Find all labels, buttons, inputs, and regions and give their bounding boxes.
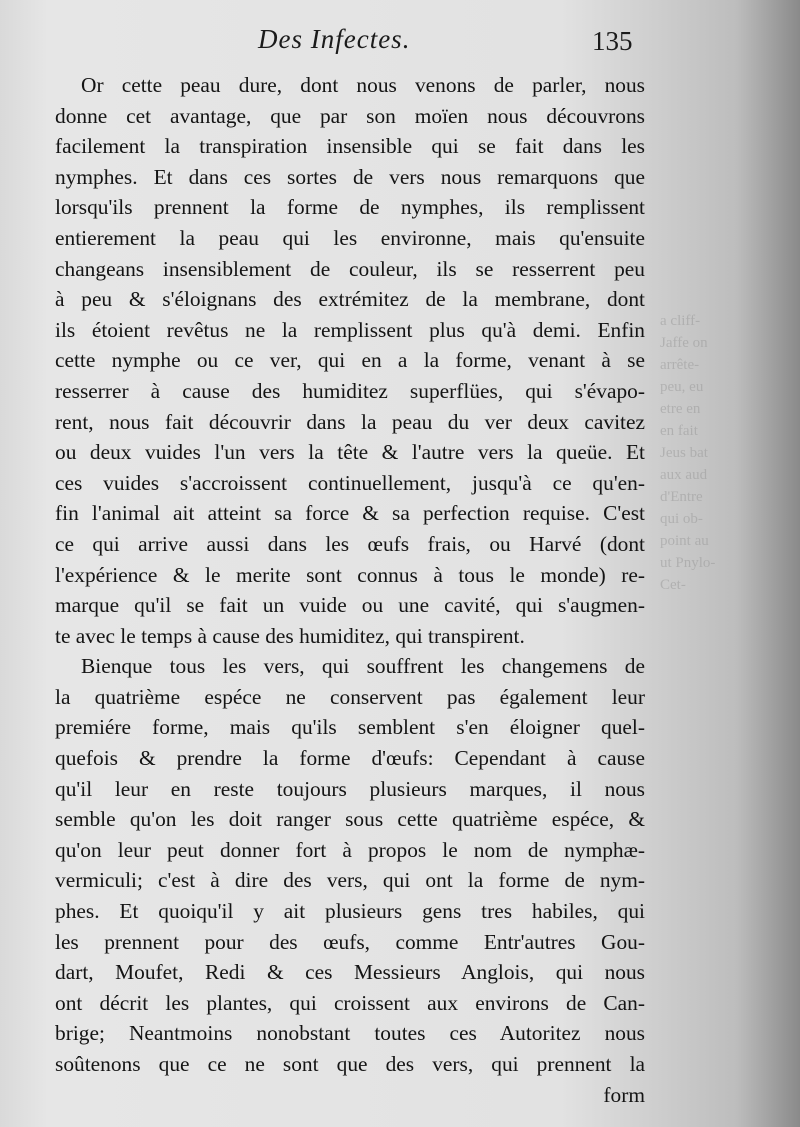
margin-note: en fait: [660, 423, 698, 439]
text-line: facilement la transpiration insensible qui se fait dans les: [55, 134, 645, 159]
margin-note: qui ob-: [660, 511, 703, 527]
page-number: 135: [592, 26, 633, 56]
margin-note: Jeus bat: [660, 445, 708, 461]
text-line: phes. Et quoiqu'il y ait plusieurs gens tres habiles, qui: [55, 899, 645, 924]
text-line: ou deux vuides l'un vers la tête & l'autre vers la queüe. Et: [55, 440, 645, 465]
text-line: marque qu'il se fait un vuide ou une cavité, qui s'augmen-: [55, 593, 645, 618]
text-line: ce qui arrive aussi dans les œufs frais, ou Harvé (dont: [55, 531, 645, 556]
margin-note: arrête-: [660, 357, 700, 373]
text-line: brige; Neantmoins nonobstant toutes ces Autoritez nous: [55, 1021, 645, 1046]
body-text: [55, 70, 645, 1110]
margin-note: d'Entre: [660, 489, 703, 505]
text-line: la quatrième espéce ne conservent pas également leur: [55, 684, 645, 709]
running-head: [0, 14, 800, 64]
text-line: ces vuides s'accroissent continuellement, jusqu'à ce qu'en-: [55, 470, 645, 495]
catchword: form: [603, 1082, 645, 1107]
text-line: vermiculi; c'est à dire des vers, qui ont la forme de nym-: [55, 868, 645, 893]
margin-note: point au: [660, 533, 709, 549]
text-line: resserrer à cause des humiditez superflües, qui s'évapo-: [55, 378, 645, 403]
margin-note: a cliff-: [660, 313, 701, 329]
margin-note: ut Pnylo-: [660, 555, 716, 571]
text-line: qu'on leur peut donner fort à propos le nom de nymphæ-: [55, 837, 645, 862]
text-line: entierement la peau qui les environne, mais qu'ensuite: [55, 225, 645, 250]
text-line: semble qu'on les doit ranger sous cette quatrième espéce, &: [55, 807, 645, 832]
text-line: quefois & prendre la forme d'œufs: Cependant à cause: [55, 746, 645, 771]
margin-note: aux aud: [660, 467, 708, 483]
text-line: à peu & s'éloignans des extrémitez de la membrane, dont: [55, 287, 645, 312]
text-line: l'expérience & le merite sont connus à tous le monde) re-: [55, 562, 645, 587]
margin-note: Jaffe on: [660, 335, 708, 351]
text-line: lorsqu'ils prennent la forme de nymphes, ils remplissent: [55, 195, 645, 220]
text-line: cette nymphe ou ce ver, qui en a la forme, venant à se: [55, 348, 645, 373]
text-line: fin l'animal ait atteint sa force & sa perfection requise. C'est: [55, 501, 645, 526]
margin-note: etre en: [660, 401, 701, 417]
text-line: premiére forme, mais qu'ils semblent s'en éloigner quel-: [55, 715, 645, 740]
text-line: donne cet avantage, que par son moïen nous découvrons: [55, 103, 645, 128]
text-line: ont décrit les plantes, qui croissent aux environs de Can-: [55, 990, 645, 1015]
text-line: rent, nous fait découvrir dans la peau du ver deux cavitez: [55, 409, 645, 434]
text-line: soûtenons que ce ne sont que des vers, qui prennent la: [55, 1052, 645, 1076]
text-line: te avec le temps à cause des humiditez, qui transpirent.: [55, 623, 525, 648]
text-line: les prennent pour des œufs, comme Entr'autres Gou-: [55, 929, 645, 954]
text-line: nymphes. Et dans ces sortes de vers nous remarquons que: [55, 164, 645, 189]
text-line: Or cette peau dure, dont nous venons de parler, nous: [81, 73, 645, 97]
text-line: ils étoient revêtus ne la remplissent plus qu'à demi. Enfin: [55, 317, 645, 342]
text-line: qu'il leur en reste toujours plusieurs marques, il nous: [55, 776, 645, 801]
header-title: Des Infectes.: [258, 24, 411, 54]
text-line: changeans insensiblement de couleur, ils se resserrent peu: [55, 256, 645, 281]
margin-note: peu, eu: [660, 379, 704, 395]
bleed-through-margin-notes: [660, 310, 800, 596]
text-line: Bienque tous les vers, qui souffrent les changemens de: [81, 654, 645, 679]
margin-note: Cet-: [660, 577, 686, 593]
text-line: dart, Moufet, Redi & ces Messieurs Anglois, qui nous: [55, 960, 645, 985]
